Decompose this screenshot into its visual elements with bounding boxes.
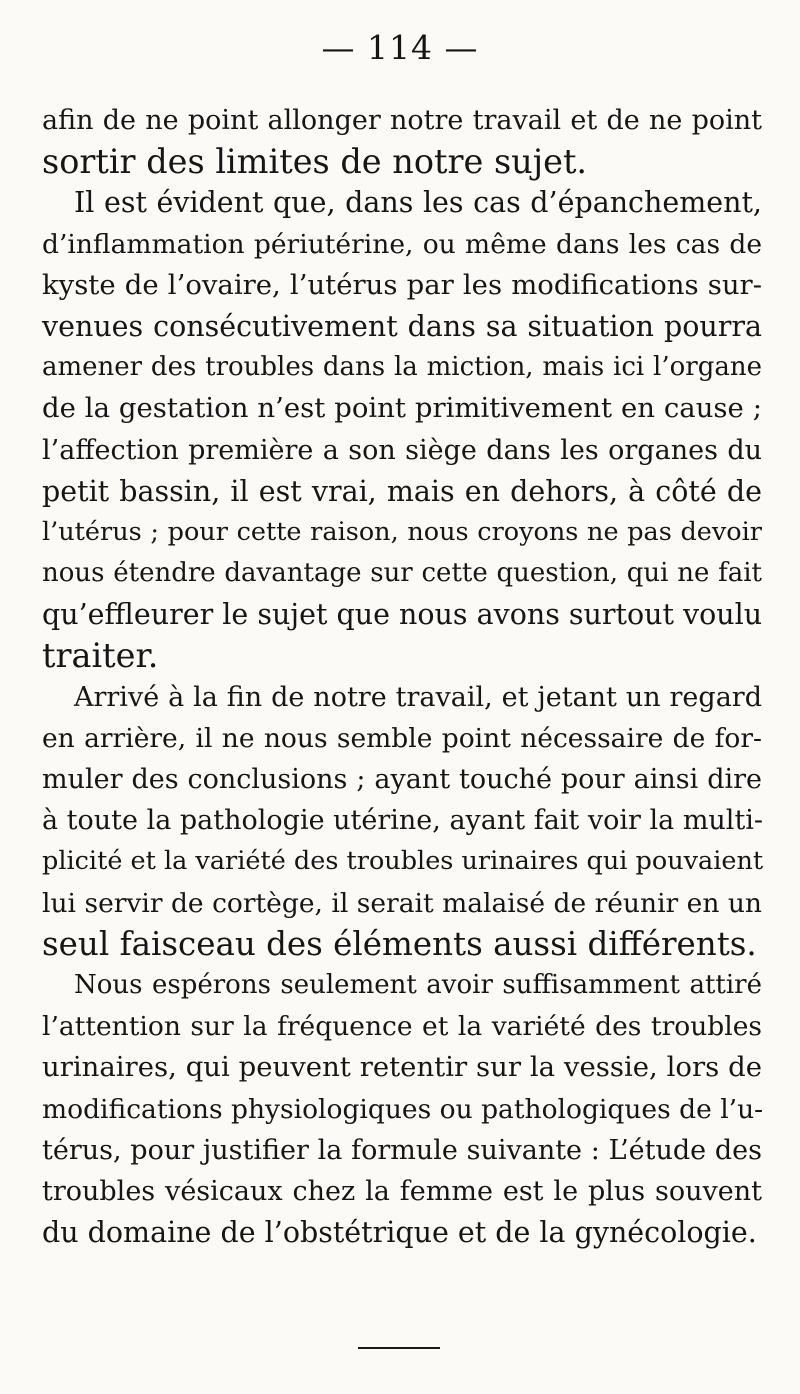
text-line: muler des conclusions ; ayant touché pour ainsi dire — [42, 764, 762, 795]
text-line: l’utérus ; pour cette raison, nous croyons ne pas devoir — [42, 516, 762, 547]
text-line: petit bassin, il est vrai, mais en dehors, à côté de — [42, 474, 762, 508]
page-number: — 114 — — [321, 28, 479, 67]
text-line: urinaires, qui peuvent retentir sur la vessie, lors de — [42, 1051, 762, 1084]
text-line: seul faisceau des éléments aussi différents. — [42, 924, 757, 963]
text-line: à toute la pathologie utérine, ayant fait voir la multi- — [42, 805, 764, 837]
text-line: amener des troubles dans la miction, mais ici l’organe — [42, 352, 762, 383]
text-line: kyste de l’ovaire, l’utérus par les modifications sur- — [42, 268, 762, 301]
paragraph — [42, 100, 762, 182]
paragraph — [42, 182, 762, 676]
text-line: nous étendre davantage sur cette question, qui ne fait — [42, 558, 762, 589]
text-line: l’attention sur la fréquence et la variété des troubles — [42, 1011, 762, 1043]
text-line: modifications physiologiques ou pathologiques de l’u- — [42, 1093, 764, 1125]
text-line: sortir des limites de notre sujet. — [42, 142, 588, 182]
end-rule — [358, 1347, 440, 1349]
text-line: Arrivé à la fin de notre travail, et jetant un regard — [74, 681, 762, 713]
paragraph — [42, 965, 762, 1253]
paragraph — [42, 677, 762, 965]
body-text — [42, 100, 762, 1253]
text-line: de la gestation n’est point primitivement en cause ; — [42, 392, 762, 425]
text-line: traiter. — [42, 636, 159, 676]
text-line: térus, pour justifier la formule suivante : L’étude des — [42, 1134, 762, 1166]
text-line: l’affection première a son siège dans les organes du — [42, 434, 762, 466]
text-line: qu’effleurer le sujet que nous avons surtout voulu — [42, 598, 763, 632]
text-line: troubles vésicaux chez la femme est le plus souvent — [42, 1175, 762, 1207]
text-line: d’inflammation périutérine, ou même dans les cas de — [42, 228, 762, 260]
text-line: en arrière, il ne nous semble point nécessaire de for- — [42, 722, 762, 754]
text-line: venues consécutivement dans sa situation pourra — [42, 309, 762, 343]
text-line: afin de ne point allonger notre travail et de ne point — [42, 105, 762, 136]
text-line: lui servir de cortège, il serait malaisé de réunir en un — [42, 887, 762, 919]
text-line: Nous espérons seulement avoir suffisamment attiré — [74, 969, 762, 1000]
text-line: du domaine de l’obstétrique et de la gynécologie. — [42, 1216, 757, 1250]
text-line: Il est évident que, dans les cas d’épanchement, — [74, 186, 762, 220]
text-line: plicité et la variété des troubles urinaires qui pouvaient — [42, 846, 764, 877]
